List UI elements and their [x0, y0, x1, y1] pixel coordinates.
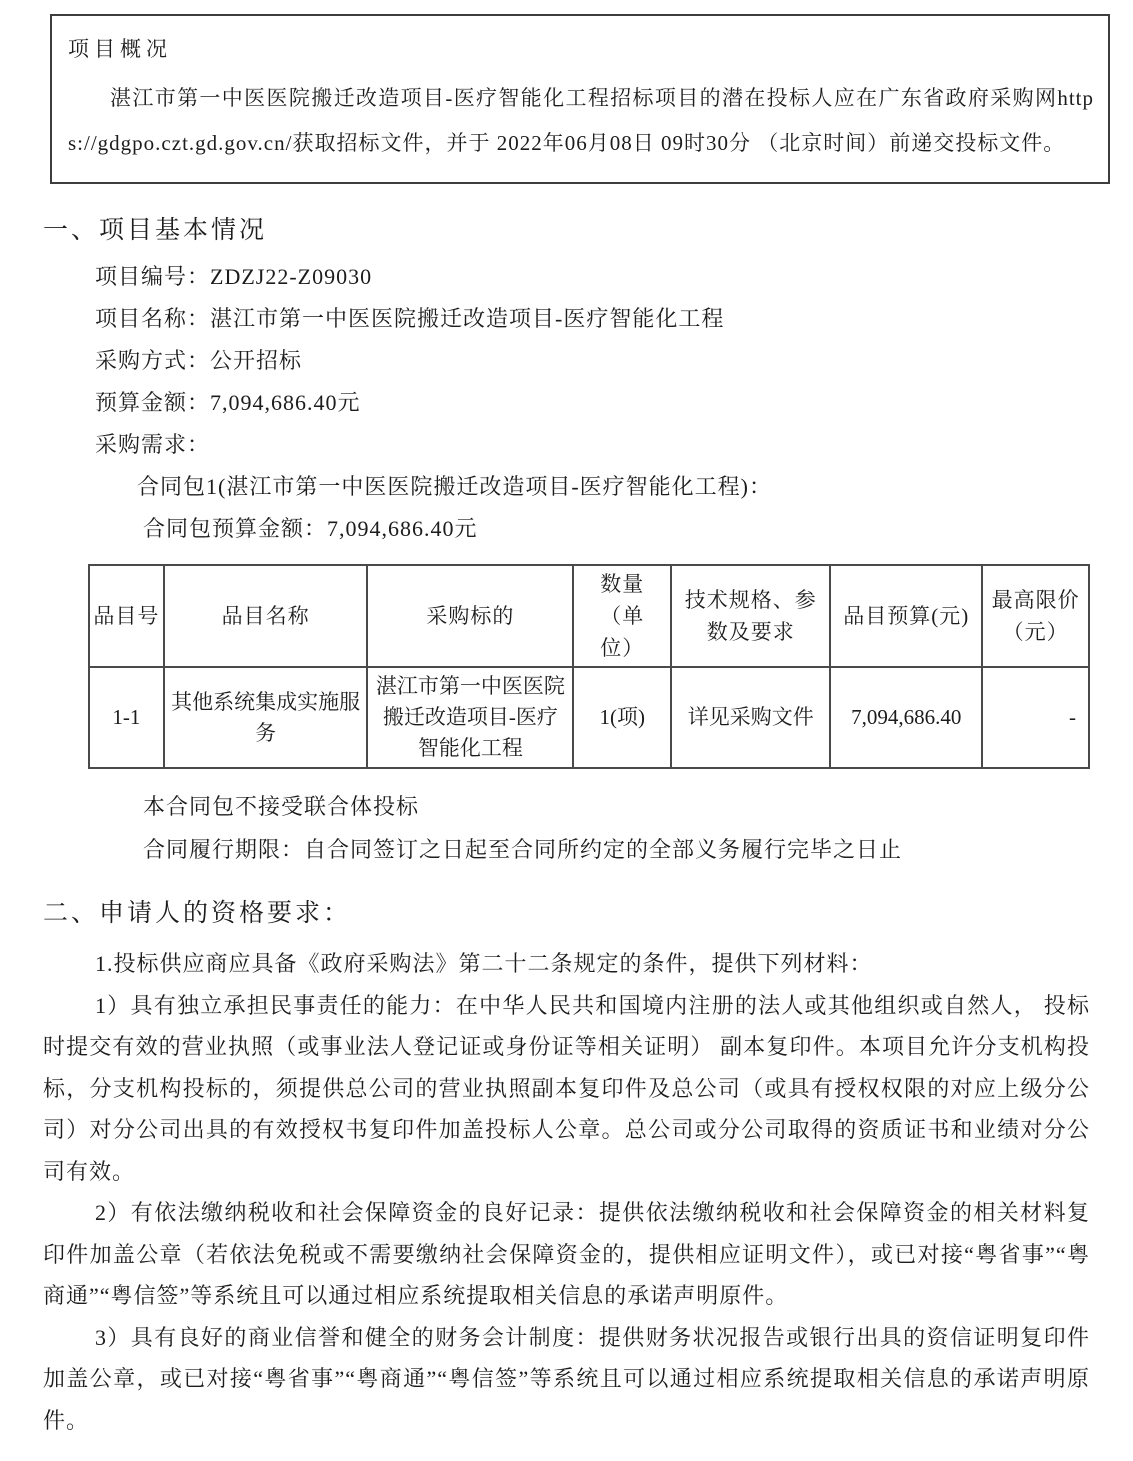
- field-project-name: [43, 298, 1090, 340]
- cell-max-price: -: [982, 667, 1089, 768]
- package-notes: [43, 785, 1090, 871]
- field-project-number: [43, 256, 1090, 298]
- header-item-name: 品目名称: [164, 565, 368, 667]
- field-label: 合同包预算金额：: [143, 516, 328, 541]
- overview-title: 项目概况: [68, 37, 172, 61]
- contract-package-budget-line: [43, 508, 1090, 550]
- header-quantity-unit: 数量（单位）: [573, 565, 671, 667]
- project-overview-box: [50, 14, 1110, 184]
- qualification-item-3: 3）具有良好的商业信誉和健全的财务会计制度：提供财务状况报告或银行出具的资信证明复印件加盖公章，或已对接“粤省事”“粤商通”“粤信签”等系统且可以通过相应系统提取相关信息的承诺声明原件。: [43, 1324, 1090, 1433]
- header-item-number: 品目号: [89, 565, 164, 667]
- field-label: 采购方式：: [95, 348, 211, 373]
- cell-tech-specs: 详见采购文件: [671, 667, 830, 768]
- field-value: 7,094,686.40元: [327, 516, 478, 541]
- cell-item-name: 其他系统集成实施服务: [164, 667, 368, 768]
- table-header-row: [89, 565, 1089, 667]
- note-contract-period: 合同履行期限：自合同签订之日起至合同所约定的全部义务履行完毕之日止: [143, 837, 903, 862]
- field-value: ZDZJ22-Z09030: [210, 264, 373, 289]
- field-label: 预算金额：: [95, 390, 211, 415]
- qualification-requirements: [43, 943, 1090, 1441]
- note-no-consortium: 本合同包不接受联合体投标: [143, 794, 420, 819]
- field-procurement-method: [43, 340, 1090, 382]
- cell-item-number: 1-1: [89, 667, 164, 768]
- cell-quantity-unit: 1(项): [573, 667, 671, 768]
- field-value: 7,094,686.40元: [210, 390, 361, 415]
- field-label: 采购需求：: [95, 432, 211, 457]
- cell-item-budget: 7,094,686.40: [830, 667, 982, 768]
- qualification-intro: 1.投标供应商应具备《政府采购法》第二十二条规定的条件，提供下列材料：: [95, 951, 873, 976]
- field-value: 湛江市第一中医医院搬迁改造项目-医疗智能化工程: [210, 306, 725, 331]
- contract-package-line: 合同包1(湛江市第一中医医院搬迁改造项目-医疗智能化工程)：: [137, 474, 772, 499]
- field-budget-amount: [43, 382, 1090, 424]
- header-item-budget: 品目预算(元): [830, 565, 982, 667]
- section-1-heading: 一、项目基本情况: [43, 217, 268, 244]
- project-fields: [43, 256, 1090, 550]
- header-max-price: 最高限价（元）: [982, 565, 1089, 667]
- field-label: 项目编号：: [95, 264, 211, 289]
- qualification-item-2: 2）有依法缴纳税收和社会保障资金的良好记录：提供依法缴纳税收和社会保障资金的相关材料复印件加盖公章（若依法免税或不需要缴纳社会保障资金的，提供相应证明文件），或已对接“粤省事”“粤商通”“粤信签”等系统且可以通过相应系统提取相关信息的承诺声明原件。: [43, 1200, 1090, 1308]
- section-2-heading: 二、申请人的资格要求：: [43, 900, 352, 927]
- field-value: 公开招标: [210, 348, 303, 373]
- table-row: [89, 667, 1089, 768]
- header-procurement-subject: 采购标的: [367, 565, 573, 667]
- header-tech-specs: 技术规格、参数及要求: [671, 565, 830, 667]
- cell-procurement-subject: 湛江市第一中医医院搬迁改造项目-医疗智能化工程: [367, 667, 573, 768]
- qualification-item-1: 1）具有独立承担民事责任的能力：在中华人民共和国境内注册的法人或其他组织或自然人， 投标时提交有效的营业执照（或事业法人登记证或身份证等相关证明） 副本复印件。本项目允许分支机构投标，分支机构投标的，须提供总公司的营业执照副本复印件及总公司（或具有授权权限的对应上级分公司）对分公司出具的有效授权书复印件加盖投标人公章。总公司或分公司取得的资质证书和业绩对分公司有效。: [43, 992, 1090, 1184]
- field-procurement-demand: [43, 424, 1090, 466]
- field-label: 项目名称：: [95, 306, 211, 331]
- overview-paragraph: 湛江市第一中医医院搬迁改造项目-医疗智能化工程招标项目的潜在投标人应在广东省政府采购网https://gdgpo.czt.gd.gov.cn/获取招标文件，并于 2022年06月08日 09时30分 （北京时间）前递交投标文件。: [68, 86, 1094, 155]
- items-table: [88, 564, 1090, 769]
